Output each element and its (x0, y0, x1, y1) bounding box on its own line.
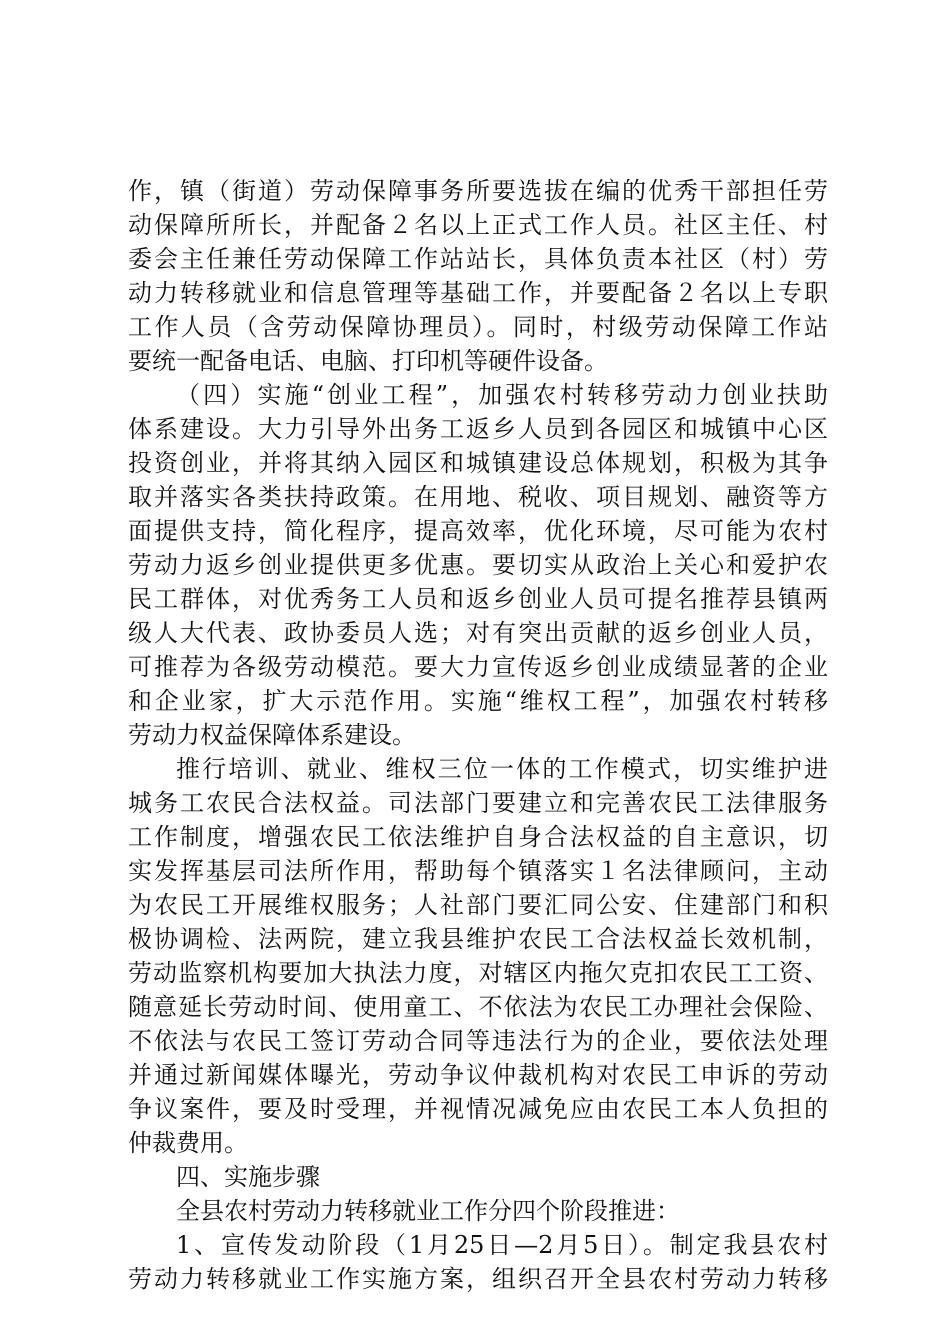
paragraph-line: 作，镇（街道）劳动保障事务所要选拔在编的优秀干部担任劳 (128, 177, 828, 205)
paragraph-line: （四）实施“创业工程”，加强农村转移劳动力创业扶助 (176, 381, 828, 409)
paragraph-line: 为农民工开展维权服务；人社部门要汇同公安、住建部门和积 (128, 891, 828, 919)
paragraph-line: 推行培训、就业、维权三位一体的工作模式，切实维护进 (176, 755, 828, 783)
paragraph-line: 劳动力转移就业工作实施方案，组织召开全县农村劳动力转移 (128, 1265, 828, 1293)
paragraph-line: 动力转移就业和信息管理等基础工作，并要配备２名以上专职 (128, 279, 828, 307)
paragraph-line: 城务工农民合法权益。司法部门要建立和完善农民工法律服务 (128, 789, 828, 817)
paragraph-line: 1、宣传发动阶段（1月25日—2月5日）。制定我县农村 (176, 1231, 828, 1259)
paragraph-line: 不依法与农民工签订劳动合同等违法行为的企业，要依法处理 (128, 1027, 828, 1055)
paragraph-line: 极协调检、法两院，建立我县维护农民工合法权益长效机制， (128, 925, 828, 953)
section-heading: 四、实施步骤 (176, 1163, 320, 1191)
paragraph-line: 取并落实各类扶持政策。在用地、税收、项目规划、融资等方 (128, 483, 828, 511)
paragraph-line: 工作人员（含劳动保障协理员）。同时，村级劳动保障工作站 (128, 313, 828, 341)
paragraph-line: 投资创业，并将其纳入园区和城镇建设总体规划，积极为其争 (128, 449, 828, 477)
paragraph-line: 级人大代表、政协委员人选；对有突出贡献的返乡创业人员， (128, 619, 828, 647)
paragraph-line: 争议案件，要及时受理，并视情况减免应由农民工本人负担的 (128, 1095, 828, 1123)
paragraph-line: 动保障所所长，并配备２名以上正式工作人员。社区主任、村 (128, 211, 828, 239)
paragraph-line: 和企业家，扩大示范作用。实施“维权工程”，加强农村转移 (128, 687, 828, 715)
paragraph-line: 委会主任兼任劳动保障工作站站长，具体负责本社区（村）劳 (128, 245, 828, 273)
paragraph-line: 工作制度，增强农民工依法维护自身合法权益的自主意识，切 (128, 823, 828, 851)
paragraph-line: 并通过新闻媒体曝光，劳动争议仲裁机构对农民工申诉的劳动 (128, 1061, 828, 1089)
paragraph-line: 面提供支持，简化程序，提高效率，优化环境，尽可能为农村 (128, 517, 828, 545)
paragraph-line: 劳动监察机构要加大执法力度，对辖区内拖欠克扣农民工工资、 (128, 959, 828, 987)
paragraph-line: 仲裁费用。 (128, 1129, 248, 1157)
paragraph-line: 全县农村劳动力转移就业工作分四个阶段推进： (176, 1197, 680, 1225)
paragraph-line: 劳动力返乡创业提供更多优惠。要切实从政治上关心和爱护农 (128, 551, 828, 579)
paragraph-line: 可推荐为各级劳动模范。要大力宣传返乡创业成绩显著的企业 (128, 653, 828, 681)
paragraph-line: 实发挥基层司法所作用，帮助每个镇落实１名法律顾问，主动 (128, 857, 828, 885)
paragraph-line: 民工群体，对优秀务工人员和返乡创业人员可提名推荐县镇两 (128, 585, 828, 613)
paragraph-line: 要统一配备电话、电脑、打印机等硬件设备。 (128, 347, 608, 375)
paragraph-line: 体系建设。大力引导外出务工返乡人员到各园区和城镇中心区 (128, 415, 828, 443)
paragraph-line: 随意延长劳动时间、使用童工、不依法为农民工办理社会保险、 (128, 993, 828, 1021)
paragraph-line: 劳动力权益保障体系建设。 (128, 721, 416, 749)
